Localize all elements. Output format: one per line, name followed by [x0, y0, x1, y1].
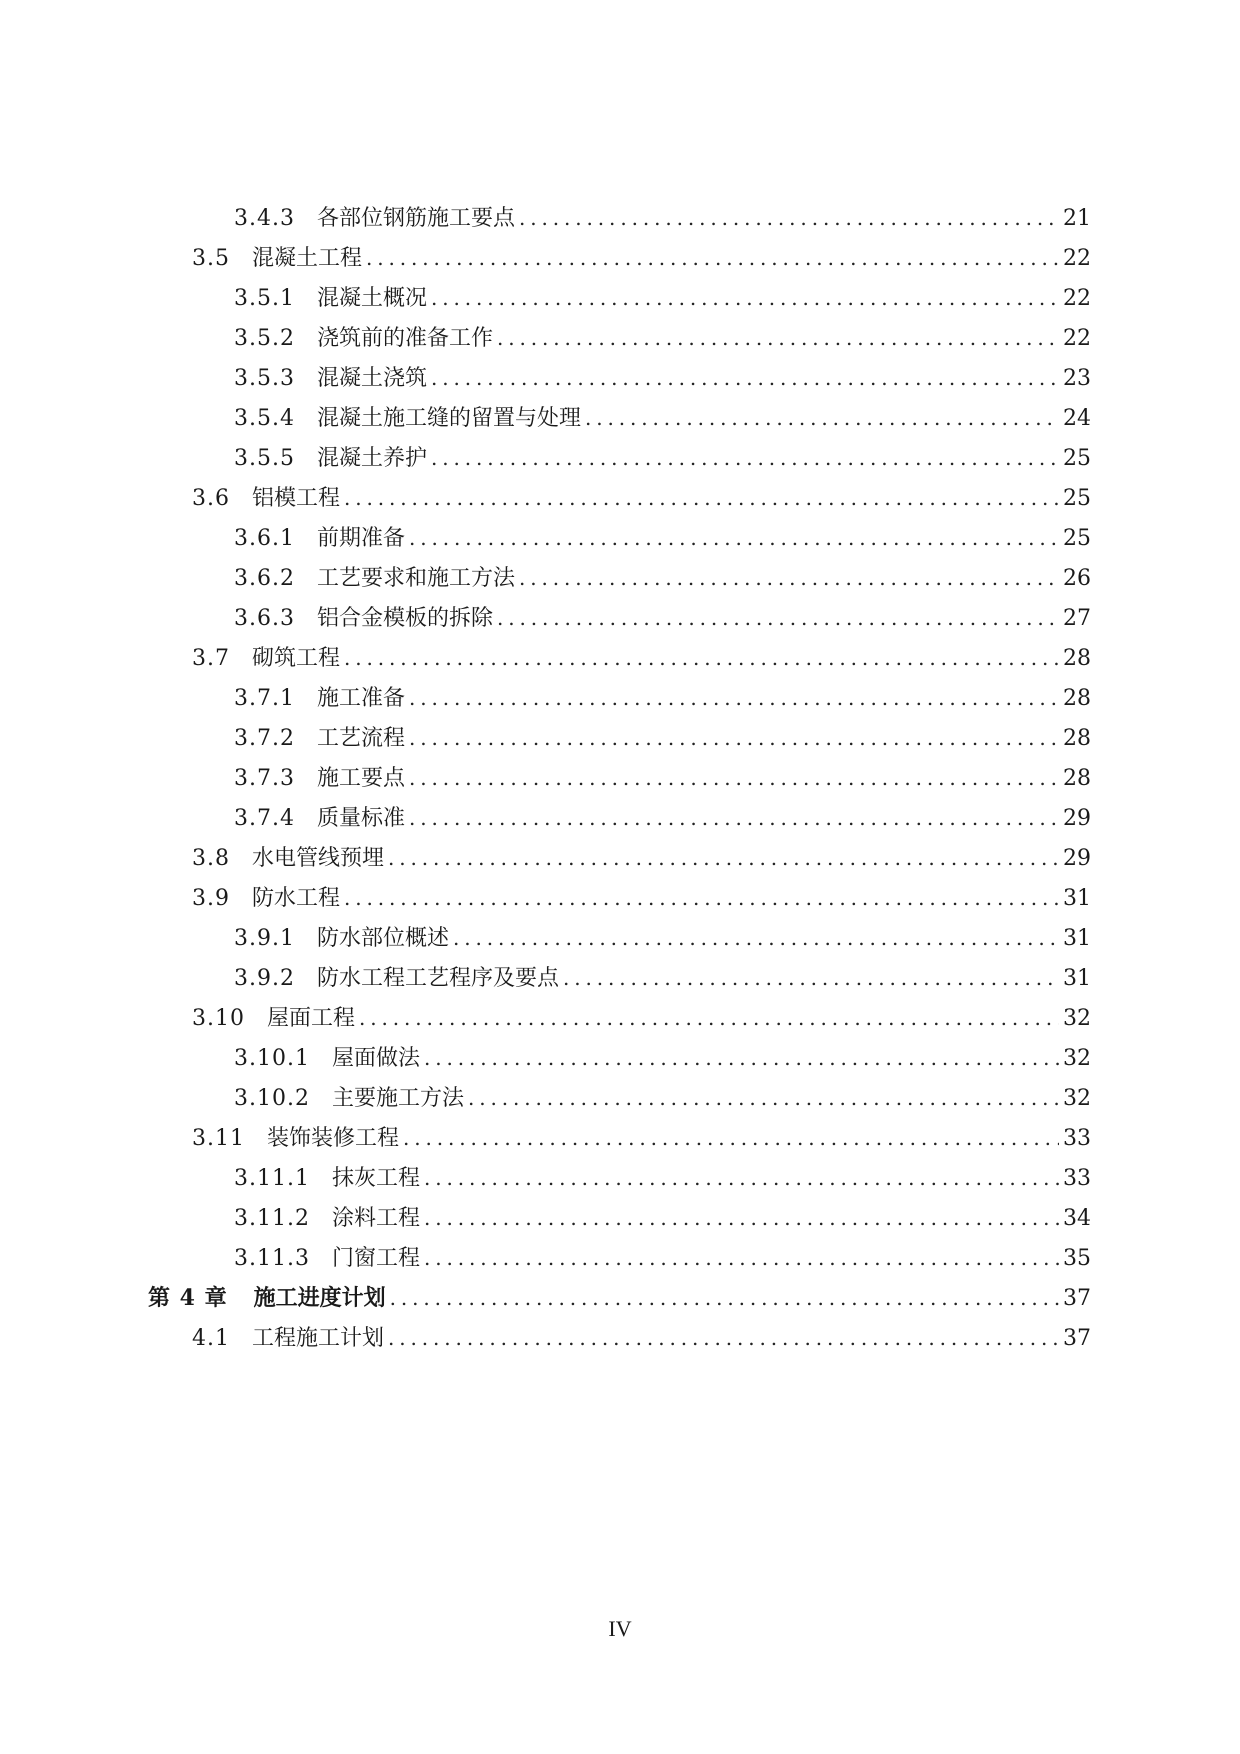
- toc-dot-leader: [519, 558, 1059, 598]
- toc-dot-leader: [366, 238, 1059, 278]
- toc-entry-page: 37: [1063, 1326, 1091, 1351]
- toc-entry-page: 21: [1063, 206, 1091, 231]
- toc-entry-number: 3.6.1: [234, 526, 295, 551]
- toc-entry[interactable]: [234, 758, 1091, 798]
- toc-entry-number: 3.5.1: [234, 286, 295, 311]
- toc-entry-title: 水电管线预埋: [252, 846, 385, 871]
- toc-dot-leader: [344, 878, 1059, 918]
- toc-entry-number: 3.9: [192, 886, 230, 911]
- toc-entry-title: 工艺要求和施工方法: [316, 566, 515, 591]
- toc-entry-title: 混凝土浇筑: [316, 366, 427, 391]
- toc-dot-leader: [409, 518, 1059, 558]
- toc-entry-number: 3.6: [192, 486, 230, 511]
- toc-entry-number: 3.10.2: [234, 1086, 310, 1111]
- toc-entry-number: 3.10: [192, 1006, 245, 1031]
- toc-entry-number: 3.5.5: [234, 446, 295, 471]
- toc-entry[interactable]: [192, 1318, 1091, 1358]
- toc-entry-page: 22: [1063, 286, 1091, 311]
- toc-dot-leader: [409, 718, 1059, 758]
- toc-entry-title: 屋面工程: [266, 1006, 355, 1031]
- toc-entry-page: 23: [1063, 366, 1091, 391]
- toc-entry-title: 防水工程: [252, 886, 341, 911]
- toc-dot-leader: [424, 1238, 1059, 1278]
- toc-entry-page: 22: [1063, 246, 1091, 271]
- toc-entry-title: 防水部位概述: [316, 926, 449, 951]
- toc-entry-title: 混凝土养护: [316, 446, 427, 471]
- toc-entry-title: 混凝土概况: [316, 286, 427, 311]
- toc-dot-leader: [453, 918, 1059, 958]
- toc-entry-page: 32: [1063, 1086, 1091, 1111]
- toc-entry[interactable]: [234, 358, 1091, 398]
- toc-entry-title: 屋面做法: [331, 1046, 420, 1071]
- toc-entry-page: 33: [1063, 1126, 1091, 1151]
- toc-entry-title: 工程施工计划: [252, 1326, 385, 1351]
- toc-entry[interactable]: [234, 398, 1091, 438]
- toc-entry-title: 前期准备: [316, 526, 405, 551]
- toc-dot-leader: [409, 758, 1059, 798]
- toc-entry-title: 混凝土工程: [252, 246, 363, 271]
- toc-dot-leader: [388, 838, 1059, 878]
- toc-entry-number: 3.11.3: [234, 1246, 310, 1271]
- toc-entry[interactable]: [234, 678, 1091, 718]
- toc-dot-leader: [497, 318, 1059, 358]
- toc-entry-title: 防水工程工艺程序及要点: [316, 966, 559, 991]
- toc-entry[interactable]: [234, 1238, 1091, 1278]
- toc-entry-number: 3.7.4: [234, 806, 295, 831]
- toc-entry-number: 3.9.2: [234, 966, 295, 991]
- toc-dot-leader: [468, 1078, 1059, 1118]
- toc-entry[interactable]: [234, 318, 1091, 358]
- toc-entry[interactable]: [234, 718, 1091, 758]
- toc-entry[interactable]: [192, 478, 1091, 518]
- toc-entry[interactable]: [192, 1118, 1091, 1158]
- toc-entry[interactable]: [234, 1078, 1091, 1118]
- toc-dot-leader: [431, 278, 1059, 318]
- toc-entry-page: 25: [1063, 526, 1091, 551]
- toc-entry-number: 3.5: [192, 246, 230, 271]
- toc-entry[interactable]: [234, 1038, 1091, 1078]
- toc-entry-title: 砌筑工程: [252, 646, 341, 671]
- toc-entry-number: 3.4.3: [234, 206, 295, 231]
- toc-entry[interactable]: [192, 878, 1091, 918]
- toc-entry-page: 29: [1063, 846, 1091, 871]
- toc-entry-page: 34: [1063, 1206, 1091, 1231]
- toc-entry-number: 3.7.2: [234, 726, 295, 751]
- toc-entry-number: 3.8: [192, 846, 230, 871]
- toc-entry-page: 27: [1063, 606, 1091, 631]
- toc-entry[interactable]: [234, 278, 1091, 318]
- toc-dot-leader: [424, 1198, 1059, 1238]
- toc-entry[interactable]: [234, 918, 1091, 958]
- toc-entry-page: 35: [1063, 1246, 1091, 1271]
- toc-entry-page: 31: [1063, 966, 1091, 991]
- toc-entry[interactable]: [192, 238, 1091, 278]
- toc-entry-page: 24: [1063, 406, 1091, 431]
- toc-entry-page: 29: [1063, 806, 1091, 831]
- toc-entry-number: 3.6.2: [234, 566, 295, 591]
- toc-dot-leader: [585, 398, 1059, 438]
- toc-entry-title: 装饰装修工程: [266, 1126, 399, 1151]
- toc-dot-leader: [409, 678, 1059, 718]
- toc-entry-title: 施工要点: [316, 766, 405, 791]
- toc-entry-number: 3.5.4: [234, 406, 295, 431]
- toc-entry-page: 37: [1063, 1286, 1091, 1311]
- toc-dot-leader: [344, 638, 1059, 678]
- toc-entry-number: 3.11.2: [234, 1206, 310, 1231]
- toc-entry-number: 3.11.1: [234, 1166, 310, 1191]
- toc-entry-number: 第 4 章: [148, 1285, 228, 1311]
- page-number: IV: [608, 1616, 632, 1641]
- toc-entry[interactable]: [234, 798, 1091, 838]
- toc-entry[interactable]: [234, 198, 1091, 238]
- toc-entry-page: 33: [1063, 1166, 1091, 1191]
- toc-entry[interactable]: [234, 438, 1091, 478]
- toc-entry-title: 工艺流程: [316, 726, 405, 751]
- toc-entry-number: 3.5.2: [234, 326, 295, 351]
- toc-entry-number: 4.1: [192, 1326, 230, 1351]
- toc-chapter-entry[interactable]: [148, 1278, 1091, 1318]
- toc-entry-page: 31: [1063, 926, 1091, 951]
- toc-entry-page: 25: [1063, 446, 1091, 471]
- toc-entry-number: 3.11: [192, 1126, 245, 1151]
- toc-entry[interactable]: [192, 838, 1091, 878]
- toc-entry-page: 28: [1063, 726, 1091, 751]
- toc-entry-title: 施工准备: [316, 686, 405, 711]
- toc-entry-title: 铝模工程: [252, 486, 341, 511]
- toc-entry-title: 抹灰工程: [331, 1166, 420, 1191]
- toc-entry-page: 22: [1063, 326, 1091, 351]
- toc-entry[interactable]: [192, 998, 1091, 1038]
- toc-entry[interactable]: [234, 1158, 1091, 1198]
- toc-entry-number: 3.7.1: [234, 686, 295, 711]
- toc-dot-leader: [431, 438, 1059, 478]
- toc-dot-leader: [403, 1118, 1059, 1158]
- toc-entry-number: 3.7: [192, 646, 230, 671]
- toc-entry[interactable]: [234, 958, 1091, 998]
- toc-entry-title: 铝合金模板的拆除: [316, 606, 493, 631]
- toc-entry-page: 31: [1063, 886, 1091, 911]
- toc-entry-title: 主要施工方法: [331, 1086, 464, 1111]
- toc-dot-leader: [359, 998, 1059, 1038]
- toc-entry-number: 3.7.3: [234, 766, 295, 791]
- toc-entry-title: 混凝土施工缝的留置与处理: [316, 406, 581, 431]
- toc-entry-page: 28: [1063, 766, 1091, 791]
- toc-entry-page: 32: [1063, 1006, 1091, 1031]
- toc-entry-page: 26: [1063, 566, 1091, 591]
- toc-dot-leader: [409, 798, 1059, 838]
- toc-entry-number: 3.6.3: [234, 606, 295, 631]
- toc-entry[interactable]: [234, 598, 1091, 638]
- toc-entry-page: 32: [1063, 1046, 1091, 1071]
- toc-entry-page: 28: [1063, 686, 1091, 711]
- toc-entry-title: 施工进度计划: [253, 1285, 386, 1311]
- toc-entry[interactable]: [192, 638, 1091, 678]
- toc-dot-leader: [390, 1278, 1059, 1318]
- toc-dot-leader: [563, 958, 1059, 998]
- toc-entry[interactable]: [234, 558, 1091, 598]
- toc-entry-title: 各部位钢筋施工要点: [316, 206, 515, 231]
- toc-dot-leader: [344, 478, 1059, 518]
- toc-dot-leader: [424, 1038, 1059, 1078]
- toc-dot-leader: [519, 198, 1059, 238]
- toc-dot-leader: [388, 1318, 1059, 1358]
- toc-entry-title: 质量标准: [316, 806, 405, 831]
- toc-entry[interactable]: [234, 1198, 1091, 1238]
- toc-entry-page: 25: [1063, 486, 1091, 511]
- toc-entry[interactable]: [234, 518, 1091, 558]
- toc-entry-title: 浇筑前的准备工作: [316, 326, 493, 351]
- toc-entry-number: 3.10.1: [234, 1046, 310, 1071]
- toc-entry-title: 门窗工程: [331, 1246, 420, 1271]
- toc-dot-leader: [424, 1158, 1059, 1198]
- toc-entry-number: 3.9.1: [234, 926, 295, 951]
- toc-entry-number: 3.5.3: [234, 366, 295, 391]
- toc-dot-leader: [431, 358, 1059, 398]
- toc-entry-page: 28: [1063, 646, 1091, 671]
- toc-dot-leader: [497, 598, 1059, 638]
- toc-entry-title: 涂料工程: [331, 1206, 420, 1231]
